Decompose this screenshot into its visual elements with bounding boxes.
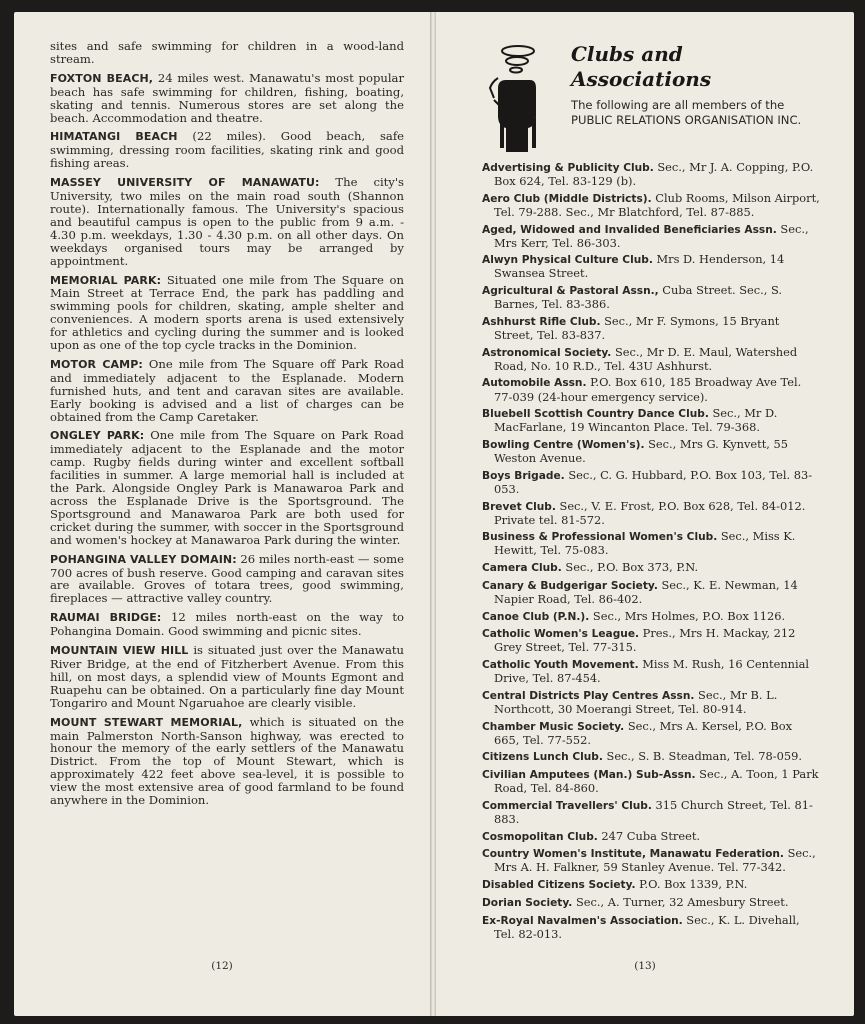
club-name: Business & Professional Women's Club. [482,531,718,544]
attraction-name: RAUMAI BRIDGE: [50,611,162,625]
attraction-entry [50,611,404,638]
club-entry [482,376,820,403]
attraction-entry [50,176,404,267]
intro-text: The following are all members of the PUBLIC RELATIONS ORGANISATION INC. [571,98,802,127]
attraction-entry [50,429,404,546]
smoking-man-icon [484,42,550,152]
attraction-name: MASSEY UNIVERSITY OF MANAWATU: [50,176,320,190]
club-entry [482,768,820,795]
page-number-right: (13) [634,960,656,972]
club-entry [482,346,820,373]
attraction-name: MOUNTAIN VIEW HILL [50,644,189,658]
club-details: 315 Church Street, Tel. 81-883. [494,797,813,826]
club-entry [482,223,820,250]
club-name: Boys Brigade. [482,469,565,482]
club-entry [482,720,820,747]
clubs-list [482,161,820,944]
club-name: Citizens Lunch Club. [482,751,603,764]
club-entry [482,914,820,941]
right-page [436,12,854,1016]
club-details: Sec., Mr J. A. Copping, P.O. Box 624, Tel. 83-129 (b). [494,160,814,189]
club-name: Bowling Centre (Women's). [482,439,645,452]
attraction-description: Situated one mile from The Square on Main Street at Terrace End, the park has paddling and swimming pools for children, skating, ample shelter and conveniences. A modern sports arena is used extensively for athletics and cycling during the summer and is looked upon as one of the top cycle tracks in the Dominion. [50,272,404,353]
club-entry [482,658,820,685]
club-entry [482,561,820,575]
club-details: 247 Cuba Street. [597,828,701,843]
club-entry [482,610,820,624]
club-name: Agricultural & Pastoral Assn., [482,285,659,298]
club-entry [482,469,820,496]
club-name: Advertising & Publicity Club. [482,162,654,174]
club-name: Canary & Budgerigar Society. [482,579,658,592]
club-entry [482,750,820,764]
club-name: Chamber Music Society. [482,720,625,733]
club-name: Civilian Amputees (Man.) Sub-Assn. [482,769,696,782]
club-details: Miss M. Rush, 16 Centennial Drive, Tel. 87-454. [494,657,810,686]
club-name: Camera Club. [482,562,562,575]
attraction-entry [50,553,404,606]
club-name: Automobile Assn. [482,377,587,390]
attraction-description: sites and safe swimming for children in a wood-land stream. [50,39,404,66]
attraction-name: MOTOR CAMP: [50,357,143,371]
clubs-header [484,42,829,160]
club-entry [482,830,820,844]
attraction-description: One mile from The Square off Park Road and immediately adjacent to the Esplanade. Modern furnished huts, and tent and caravan sites are available. Early booking is advised and a list of charges can be obtained from the Camp Caretaker. [50,356,404,424]
club-details: Sec., Mrs Kerr, Tel. 86-303. [494,221,809,250]
club-entry [482,896,820,910]
club-entry [482,284,820,311]
attraction-name: MOUNT STEWART MEMORIAL, [50,715,243,729]
club-name: Cosmopolitan Club. [482,830,598,843]
club-entry [482,253,820,280]
club-name: Catholic Women's League. [482,628,640,641]
club-details: Sec., P.O. Box 373, P.N. [561,560,699,575]
club-details: P.O. Box 610, 185 Broadway Ave Tel. 77-039 (24-hour emergency service). [494,375,802,404]
attraction-entry [50,72,404,125]
club-name: Aero Club (Middle Districts). [482,192,652,205]
club-entry [482,878,820,892]
club-details: Sec., A. Toon, 1 Park Road, Tel. 84-860. [494,767,819,796]
club-entry [482,799,820,826]
club-name: Disabled Citizens Society. [482,879,636,892]
attraction-entry [50,130,404,170]
club-details: P.O. Box 1339, P.N. [635,877,748,892]
attraction-entry [50,358,404,424]
club-entry [482,579,820,606]
section-title [571,42,711,92]
club-name: Brevet Club. [482,500,556,513]
club-name: Ex-Royal Navalmen's Association. [482,914,683,927]
club-entry [482,627,820,654]
club-details: Sec., C. G. Hubbard, P.O. Box 103, Tel. 83-053. [494,467,813,496]
club-entry [482,847,820,874]
club-details: Sec., Mrs A. H. Falkner, 59 Stanley Avenue. Tel. 77-342. [494,846,816,875]
club-details: Cuba Street. Sec., S. Barnes, Tel. 83-386. [494,283,782,312]
club-details: Mrs D. Henderson, 14 Swansea Street. [494,252,785,281]
club-details: Sec., S. B. Steadman, Tel. 78-059. [602,749,802,764]
club-name: Aged, Widowed and Invalided Beneficiaries Assn. [482,223,777,236]
attraction-description: is situated just over the Manawatu River Bridge, at the end of Fitzherbert Avenue. From this hill, on most days, a splendid view of Mounts Egmont and Ruapehu can be obtained. On a particularly fine day Mount Tongariro and Mount Ngaruahoe are clearly visible. [50,643,404,710]
club-details: Sec., K. E. Newman, 14 Napier Road, Tel. 86-402. [494,577,798,606]
club-details: Sec., Mr F. Symons, 15 Bryant Street, Tel. 83-837. [494,313,780,342]
club-entry [482,500,820,527]
attraction-entry [50,40,404,66]
club-details: Sec., Mr B. L. Northcott, 30 Moerangi Street, Tel. 80-914. [494,687,778,716]
club-details: Sec., Mr D. MacFarlane, 19 Wincanton Place. Tel. 79-368. [494,406,778,435]
club-name: Astronomical Society. [482,346,612,359]
attraction-name: MEMORIAL PARK: [50,273,162,287]
club-name: Commercial Travellers' Club. [482,799,652,812]
title-line-1: Clubs and [571,42,683,66]
attraction-description: (22 miles). Good beach, safe swimming, dressing room facilities, skating rink and good fishing areas. [50,129,404,171]
club-entry [482,530,820,557]
club-name: Central Districts Play Centres Assn. [482,689,695,702]
page-number-left: (12) [211,960,233,972]
club-entry [482,689,820,716]
club-name: Ashhurst Rifle Club. [482,315,601,328]
attraction-entry [50,274,404,352]
club-name: Alwyn Physical Culture Club. [482,254,653,267]
club-entry [482,438,820,465]
attraction-description: 26 miles north-east — some 700 acres of bush reserve. Good camping and caravan sites are available. Groves of totara trees, good swimming, fireplaces — attractive valley country. [50,551,404,606]
club-name: Canoe Club (P.N.). [482,610,590,623]
club-entry [482,407,820,434]
club-details: Pres., Mrs H. Mackay, 212 Grey Street, Tel. 77-315. [494,626,796,655]
attraction-entry [50,644,404,710]
title-line-2: Associations [571,67,712,91]
attraction-name: HIMATANGI BEACH [50,130,178,144]
club-name: Catholic Youth Movement. [482,659,639,672]
attraction-entry [50,716,404,807]
club-details: Club Rooms, Milson Airport, Tel. 79-288. Sec., Mr Blatchford, Tel. 87-885. [494,190,820,219]
attraction-description: which is situated on the main Palmerston North-Sanson highway, was erected to honour the memory of the early settlers of the Manawatu District. From the top of Mount Stewart, which is approximately 422 feet above sea-level, it is possible to view the most extensive area of good farmland to be found anywhere in the Dominion. [50,714,404,808]
club-details: Sec., Miss K. Hewitt, Tel. 75-083. [494,529,796,558]
attraction-description: One mile from The Square on Park Road immediately adjacent to the Esplanade and the motor camp. Rugby fields during winter and excellent softball facilities in summer. A large memorial hall is included at the Park. Alongside Ongley Park is Manawaroa Park and across the Esplanade Drive is the Sportsground. The Sportsground and Manawaroa Park are both used for cricket during the summer, with soccer in the Sportsground and women's hockey at Manawaroa Park during the winter. [50,428,404,547]
left-page [14,12,430,1016]
club-name: Bluebell Scottish Country Dance Club. [482,408,709,421]
club-details: Sec., Mr D. E. Maul, Watershed Road, No. 10 R.D., Tel. 43U Ashhurst. [494,344,798,373]
club-details: Sec., Mrs A. Kersel, P.O. Box 665, Tel. 77-552. [494,718,793,747]
club-name: Dorian Society. [482,896,573,909]
club-entry [482,161,820,188]
attraction-description: 24 miles west. Manawatu's most popular beach has safe swimming for children, fishing, boating, skating and tennis. Numerous stores are set along the beach. Accommodation and theatre. [50,70,404,125]
attraction-description: The city's University, two miles on the main road south (Shannon route). Internationally famous. The University's spacious and beautiful campus is open to the public from 9 a.m. - 4.30 p.m. weekdays, 1.30 - 4.30 p.m. on all other days. On weekdays organised tours may be arranged by appointment. [50,175,404,268]
club-details: Sec., Mrs G. Kynvett, 55 Weston Avenue. [494,437,789,466]
club-name: Country Women's Institute, Manawatu Federation. [482,848,784,861]
club-details: Sec., V. E. Frost, P.O. Box 628, Tel. 84-012. Private tel. 81-572. [494,498,806,527]
attraction-name: POHANGINA VALLEY DOMAIN: [50,552,237,566]
club-details: Sec., K. L. Divehall, Tel. 82-013. [494,912,800,941]
club-entry [482,192,820,219]
attractions-list [50,40,404,813]
club-details: Sec., Mrs Holmes, P.O. Box 1126. [589,608,786,623]
club-details: Sec., A. Turner, 32 Amesbury Street. [572,894,789,909]
attraction-description: 12 miles north-east on the way to Pohangina Domain. Good swimming and picnic sites. [50,610,404,639]
attraction-name: ONGLEY PARK: [50,429,145,443]
club-entry [482,315,820,342]
attraction-name: FOXTON BEACH, [50,71,154,85]
